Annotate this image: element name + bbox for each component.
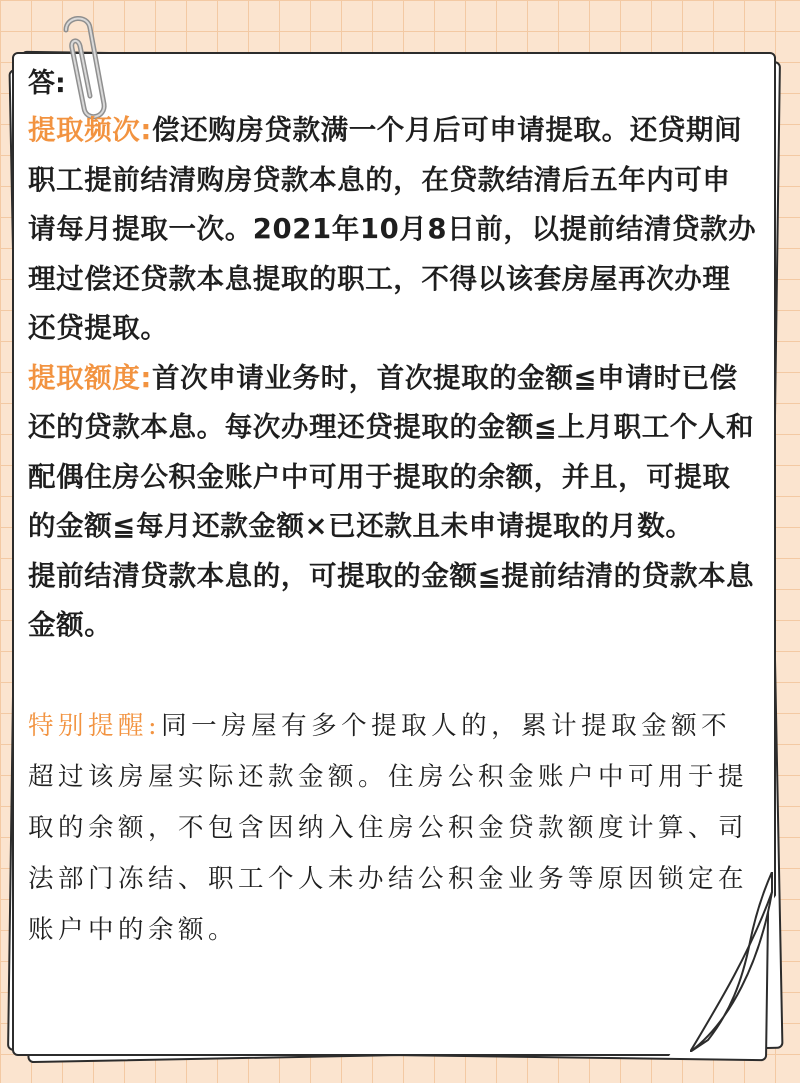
early-settlement-text: 提前结清贷款本息的，可提取的金额≦提前结清的贷款本息金额。 [28,559,755,641]
reminder-section [28,701,758,956]
answer-label: 答: [28,68,66,99]
frequency-label: 提取频次: [28,114,152,146]
frequency-text: 偿还购房贷款满一个月后可申请提取。还贷期间职工提前结清购房贷款本息的，在贷款结清后五年内可申请每月提取一次。2021年10月8日前，以提前结清贷款办理过偿还贷款本息提取的职工，不得以该套房屋再次办理还贷提取。 [28,114,757,344]
limit-label: 提取额度: [28,361,152,394]
frequency-section [28,106,758,354]
answer-content [28,62,758,956]
limit-section [28,354,758,552]
reminder-text: 同一房屋有多个提取人的，累计提取金额不超过该房屋实际还款金额。住房公积金账户中可用于提取的余额，不包含因纳入住房公积金贷款额度计算、司法部门冻结、职工个人未办结公积金业务等原因锁定在账户中的余额。 [28,710,749,945]
limit-text: 首次申请业务时，首次提取的金额≦申请时已偿还的贷款本息。每次办理还贷提取的金额≦上月职工个人和配偶住房公积金账户中可用于提取的余额，并且，可提取的金额≦每月还款金额×已还款且未申请提取的月数。 [28,361,755,542]
reminder-label: 特别提醒: [28,710,162,741]
section-spacer [28,651,758,701]
